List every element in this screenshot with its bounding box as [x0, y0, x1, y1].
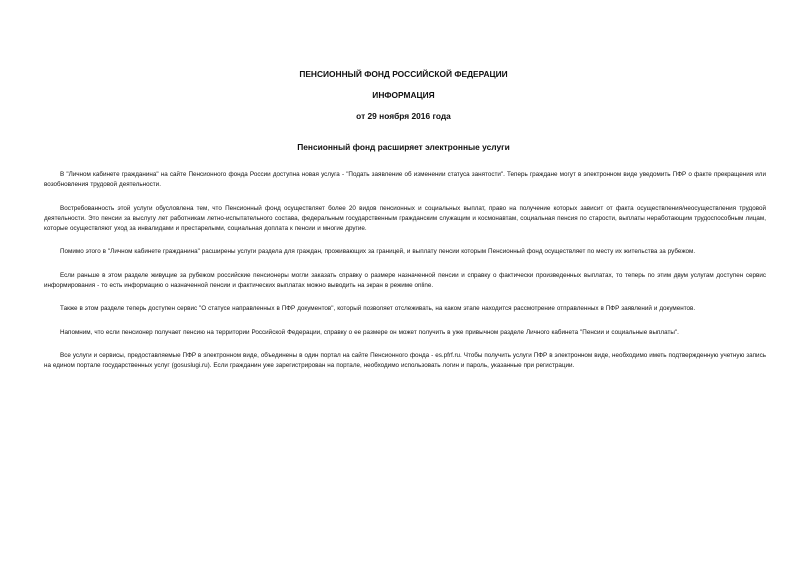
document-body	[44, 170, 766, 385]
paragraph-status-service: Также в этом разделе теперь доступен сервис "О статусе направленных в ПФР документов", который позволяет отслеживать, на каком этапе находится рассмотрение отправленных в ПФР заявлений и документов.	[60, 305, 696, 313]
document-date: от 29 ноября 2016 года	[356, 111, 451, 121]
paragraph-portal: Все услуги и сервисы, предоставляемые ПФР в электронном виде, объединены в один портал на сайте Пенсионного фонда - es.pfrf.ru. Чтобы получить услуги ПФР в электронном виде, необходимо иметь подтвержденную учетную запись на едином портале государственных услуг (gosuslugi.ru). Если гражданин уже зарегистрирован на портале, необходимо использовать логин и пароль, указанные при регистрации.	[44, 352, 766, 370]
paragraph-reminder: Напомним, что если пенсионер получает пенсию на территории Российской Федерации, справку о ее размере он может получить в уже привычном разделе Личного кабинета "Пенсии и социальные выплаты".	[60, 328, 679, 336]
document-type-heading: ИНФОРМАЦИЯ	[372, 90, 435, 100]
paragraph-certificates: Если раньше в этом разделе живущие за рубежом российские пенсионеры могли заказать справку о размере назначенной пенсии и справку о фактически произведенных выплатах, то теперь по этим двум услугам доступен сервис информирования - то есть информацию о назначенной пенсии и фактических выплатах можно выводить на экран в режиме online.	[44, 271, 766, 289]
paragraph-demand: Востребованность этой услуги обусловлена тем, что Пенсионный фонд осуществляет более 20 видов пенсионных и социальных выплат, право на получение которых зависит от факта осуществления/неосуществления трудовой деятельности. Это пенсии за выслугу лет работникам летно-испытательного состава, федеральным государственным гражданским служащим и космонавтам, социальная пенсия по старости, выплаты неработающим трудоспособным лицам, которые осуществляют уход за инвалидами и престарелыми, социальная доплата к пенсии и многие другие.	[44, 204, 766, 232]
paragraph-abroad-section: Помимо этого в "Личном кабинете гражданина" расширены услуги раздела для граждан, проживающих за границей, и выплату пенсии которым Пенсионный фонд осуществляет по месту их жительства за рубежом.	[60, 248, 696, 256]
organization-heading: ПЕНСИОННЫЙ ФОНД РОССИЙСКОЙ ФЕДЕРАЦИИ	[299, 69, 508, 79]
document-title: Пенсионный фонд расширяет электронные услуги	[297, 142, 510, 152]
paragraph-new-service: В "Личном кабинете гражданина" на сайте Пенсионного фонда России доступна новая услуга - "Подать заявление об изменении статуса занятости". Теперь граждане могут в электронном виде уведомить ПФР о факте прекращения или возобновления трудовой деятельности.	[44, 171, 766, 189]
